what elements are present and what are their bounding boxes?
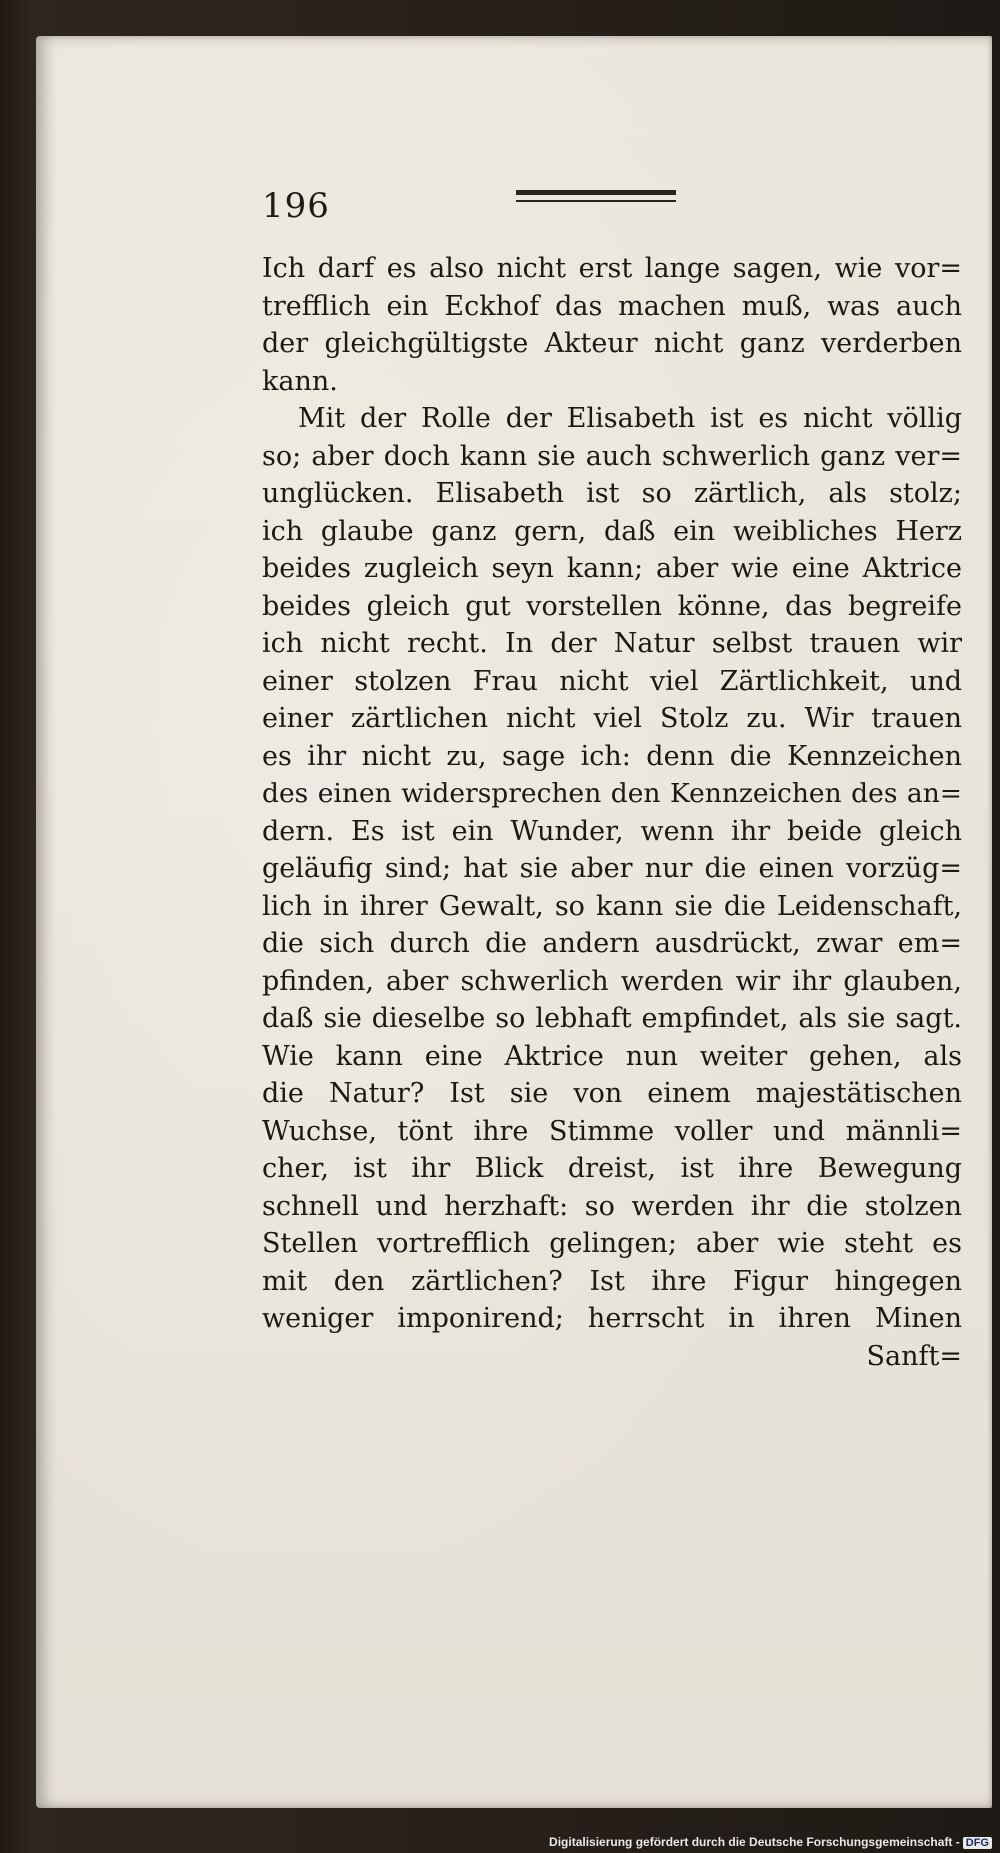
dfg-logo: DFG — [963, 1837, 992, 1849]
text-line: der gleichgültigste Akteur nicht ganz verderben — [262, 328, 962, 359]
text-line: Wuchse, tönt ihre Stimme voller und männli= — [262, 1115, 962, 1147]
text-line: Stellen vortrefflich gelingen; aber wie steht es — [262, 1228, 962, 1259]
text-line: unglücken. Elisabeth ist so zärtlich, als stolz; — [262, 478, 962, 509]
text-line: geläufig sind; hat sie aber nur die einen vorzüg= — [262, 853, 962, 884]
text-line: pfinden, aber schwerlich werden wir ihr glauben, — [262, 965, 962, 997]
text-line: Wie kann eine Aktrice nun weiter gehen, als — [262, 1040, 962, 1072]
header-rule — [516, 190, 676, 202]
text-line: die sich durch die andern ausdrückt, zwar em= — [262, 928, 962, 959]
text-line: kann. — [262, 365, 338, 397]
credit-text: Digitalisierung gefördert durch die Deutsche Forschungsgemeinschaft - — [549, 1835, 960, 1849]
text-line: ich nicht recht. In der Natur selbst trauen wir — [262, 628, 962, 659]
text-line: ich glaube ganz gern, daß ein weibliches Herz — [262, 515, 962, 547]
page-number: 196 — [262, 186, 330, 226]
text-line: daß sie dieselbe so lebhaft empfindet, als sie sagt. — [262, 1003, 962, 1034]
text-line: beides zugleich seyn kann; aber wie eine Aktrice — [262, 553, 962, 584]
text-line: schnell und herzhaft: so werden ihr die stolzen — [262, 1190, 962, 1222]
text-line: lich in ihrer Gewalt, so kann sie die Leidenschaft, — [262, 890, 962, 922]
text-line: Ich darf es also nicht erst lange sagen, wie vor= — [262, 253, 962, 284]
text-line: einer zärtlichen nicht viel Stolz zu. Wir trauen — [262, 703, 962, 734]
text-line: einer stolzen Frau nicht viel Zärtlichkeit, und — [262, 665, 962, 697]
text-line: cher, ist ihr Blick dreist, ist ihre Bewegung — [262, 1153, 962, 1184]
text-line: trefflich ein Eckhof das machen muß, was auch — [262, 290, 962, 322]
text-line: beides gleich gut vorstellen könne, das begreife — [262, 590, 962, 622]
text-line: weniger imponirend; herrscht in ihren Minen — [262, 1303, 962, 1334]
catchword: Sanft= — [866, 1340, 962, 1372]
text-line: dern. Es ist ein Wunder, wenn ihr beide gleich — [262, 815, 962, 847]
text-line: die Natur? Ist sie von einem majestätischen — [262, 1078, 962, 1109]
page-text — [262, 250, 962, 1375]
text-line: Mit der Rolle der Elisabeth ist es nicht völlig — [298, 403, 962, 434]
text-line: des einen widersprechen den Kennzeichen des an= — [262, 778, 962, 809]
text-line: mit den zärtlichen? Ist ihre Figur hingegen — [262, 1265, 962, 1297]
text-line: so; aber doch kann sie auch schwerlich ganz ver= — [262, 440, 962, 472]
text-line: es ihr nicht zu, sage ich: denn die Kennzeichen — [262, 740, 962, 772]
digitization-credit — [549, 1835, 992, 1849]
